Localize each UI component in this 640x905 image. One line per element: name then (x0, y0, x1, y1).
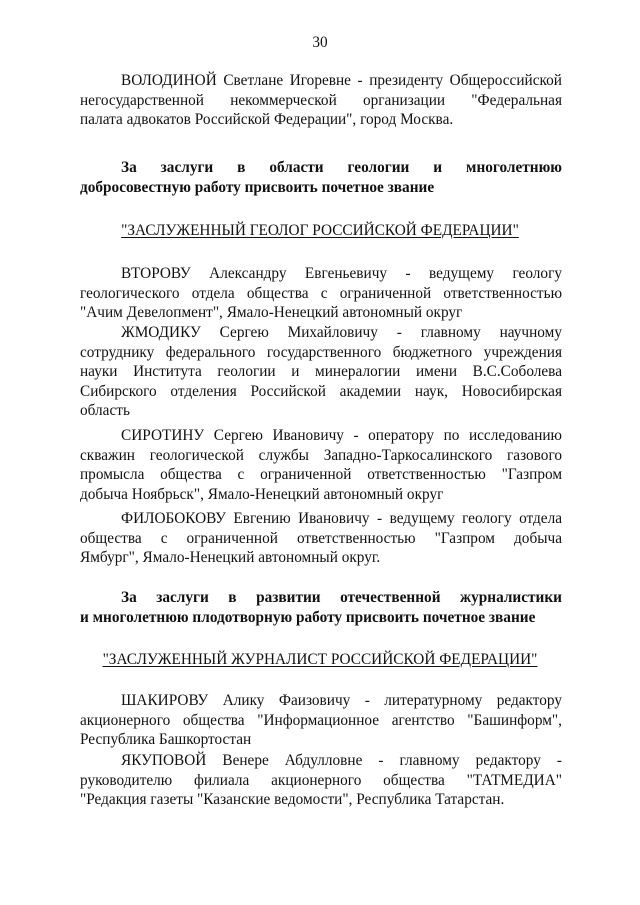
text-line: "Ачим Девелопмент", Ямало-Ненецкий автономный округ (80, 304, 463, 322)
text-line: ЯКУПОВОЙ Венере Абдулловне - главному редактору - (121, 752, 562, 769)
honorary-title-geologist: "ЗАСЛУЖЕННЫЙ ГЕОЛОГ РОССИЙСКОЙ ФЕДЕРАЦИИ" (121, 222, 519, 239)
text-line: ШАКИРОВУ Алику Фаизовичу - литературному редактору (121, 692, 562, 709)
text-line: палата адвокатов Российской Федерации", город Москва. (80, 111, 454, 129)
award-entry (80, 264, 562, 323)
text-line: скважин геологической службы Западно-Таркосалинского газового (80, 446, 562, 464)
award-entry-volodina (80, 71, 562, 130)
award-intro-geology (80, 158, 562, 197)
award-entry (80, 323, 562, 421)
text-line: руководителю филиала акционерного общества "ТАТМЕДИА" (80, 771, 562, 789)
text-line: добыча Ноябрьск", Ямало-Ненецкий автономный округ (80, 485, 444, 503)
award-entry (80, 426, 562, 504)
text-line: промысла общества с ограниченной ответственностью "Газпром (80, 466, 562, 484)
text-line: СИРОТИНУ Сергею Ивановичу - оператору по исследованию (121, 427, 562, 444)
text-line: "Редакция газеты "Казанские ведомости", Республика Татарстан. (80, 791, 505, 809)
text-line: область (80, 402, 130, 420)
text-line: и многолетнюю плодотворную работу присвоить почетное звание (80, 608, 536, 626)
page-number: 30 (312, 34, 328, 51)
award-entry (80, 751, 562, 810)
award-entry (80, 691, 562, 750)
text-line: ФИЛОБОКОВУ Евгению Ивановичу - ведущему геологу отдела (121, 510, 562, 527)
text-line: ВОЛОДИНОЙ Светлане Игоревне - президенту Общероссийской (121, 72, 562, 89)
text-line: акционерного общества "Информационное агентство "Башинформ", (80, 711, 562, 729)
award-intro-journalism (80, 588, 562, 627)
text-line: негосударственной некоммерческой организации "Федеральная (80, 91, 562, 109)
text-line: науки Института геологии и минералогии имени В.С.Соболева (80, 363, 562, 381)
text-line: За заслуги в развитии отечественной журналистики (121, 589, 562, 606)
text-line: Ямбург", Ямало-Ненецкий автономный округ. (80, 549, 381, 567)
text-line: За заслуги в области геологии и многолетнюю (121, 159, 562, 176)
text-line: ВТОРОВУ Александру Евгеньевичу - ведущему геологу (121, 265, 562, 282)
text-line: Республика Башкортостан (80, 731, 252, 749)
text-line: геологического отдела общества с ограниченной ответственностью (80, 284, 562, 302)
text-line: сотруднику федерального государственного бюджетного учреждения (80, 343, 562, 361)
text-line: общества с ограниченной ответственностью "Газпром добыча (80, 529, 562, 547)
text-line: Сибирского отделения Российской академии наук, Новосибирская (80, 382, 562, 400)
honorary-title-journalist: "ЗАСЛУЖЕННЫЙ ЖУРНАЛИСТ РОССИЙСКОЙ ФЕДЕРАЦИИ" (102, 651, 538, 668)
text-line: ЖМОДИКУ Сергею Михайловичу - главному научному (121, 324, 562, 341)
award-entry (80, 509, 562, 568)
text-line: добросовестную работу присвоить почетное звание (80, 178, 435, 196)
